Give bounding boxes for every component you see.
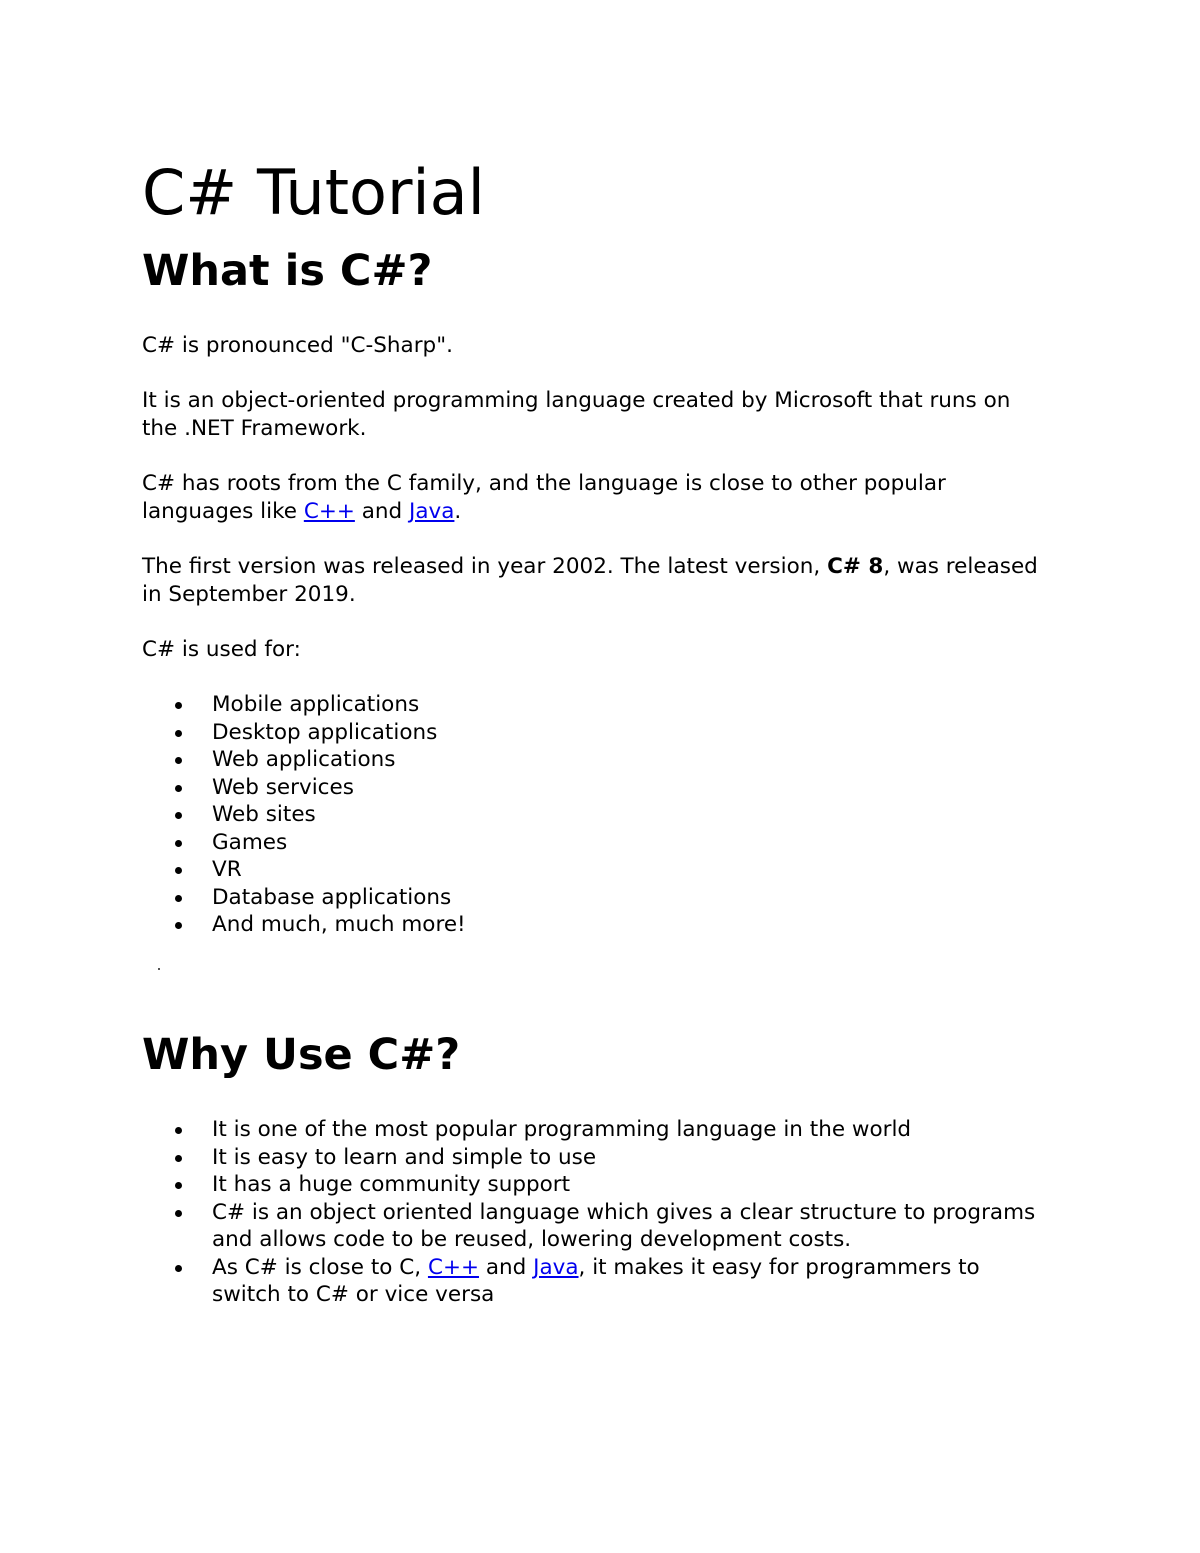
section-heading-what-is: What is C#?: [142, 246, 433, 296]
list-item-text: Desktop applications: [212, 719, 438, 745]
reason-text-before: As C# is close to C,: [212, 1254, 428, 1280]
java-link[interactable]: Java: [409, 498, 455, 524]
cpp-link[interactable]: C++: [427, 1254, 479, 1280]
list-item-text: Games: [212, 829, 288, 855]
bullet-icon: [175, 867, 182, 874]
list-item-text: VR: [212, 857, 242, 882]
list-item-text: And much, much more!: [212, 912, 466, 937]
versions-text-after: , was released in September 2019.: [142, 554, 1038, 607]
bullet-icon: [175, 730, 182, 737]
list-item-text: Web applications: [212, 747, 396, 772]
page-title: C# Tutorial: [142, 156, 485, 229]
bullet-icon: [175, 812, 182, 819]
list-item: [142, 1171, 1042, 1199]
roots-text-middle: and: [354, 498, 409, 524]
reason-text-middle: and: [478, 1254, 534, 1280]
reasons-list: [142, 1116, 1042, 1309]
list-item-text: Web services: [212, 774, 354, 800]
list-item: [142, 1144, 1042, 1172]
paragraph-pronunciation: C# is pronounced "C-Sharp".: [142, 333, 453, 358]
list-item-text: Web sites: [212, 802, 316, 827]
bullet-icon: [175, 922, 182, 929]
paragraph-definition: It is an object-oriented programming language created by Microsoft that runs on the .NET Framework.: [142, 388, 1011, 441]
list-item-text: It is one of the most popular programming language in the world: [212, 1117, 912, 1142]
list-item-text: Mobile applications: [212, 692, 420, 717]
list-item: [142, 856, 1042, 884]
list-item-text: Database applications: [212, 884, 452, 910]
list-item: [142, 801, 1042, 829]
list-item: [142, 911, 1042, 939]
section-heading-why-use: Why Use C#?: [142, 1030, 461, 1080]
list-item-text: C# is an object oriented language which gives a clear structure to programs and allows code to be reused, lowering development costs.: [212, 1199, 1036, 1252]
list-item: [142, 774, 1042, 802]
list-item: [142, 691, 1042, 719]
paragraph-roots: [142, 470, 1042, 525]
bullet-icon: [175, 1182, 182, 1189]
cpp-link[interactable]: C++: [303, 498, 355, 524]
bullet-icon: [175, 785, 182, 792]
stray-dot-mark: [158, 968, 160, 970]
bullet-icon: [175, 1265, 182, 1272]
list-item: [142, 1254, 1042, 1309]
list-item-text: It has a huge community support: [212, 1172, 571, 1197]
bullet-icon: [175, 757, 182, 764]
roots-text-after: .: [454, 498, 462, 524]
bullet-icon: [175, 895, 182, 902]
roots-text-before: C# has roots from the C family, and the language is close to other popular languages like: [142, 471, 946, 524]
paragraph-versions: [142, 553, 1042, 608]
versions-text-before: The first version was released in year 2002. The latest version,: [142, 554, 828, 579]
reason-text-after: , it makes it easy for programmers to switch to C# or vice versa: [212, 1254, 980, 1307]
bullet-icon: [175, 702, 182, 709]
java-link[interactable]: Java: [533, 1254, 579, 1280]
paragraph-used-for: C# is used for:: [142, 637, 301, 662]
list-item: [142, 1199, 1042, 1254]
bullet-icon: [175, 840, 182, 847]
list-item: [142, 884, 1042, 912]
bullet-icon: [175, 1127, 182, 1134]
latest-version-bold: C# 8: [827, 554, 884, 579]
bullet-icon: [175, 1155, 182, 1162]
list-item: [142, 1116, 1042, 1144]
bullet-icon: [175, 1210, 182, 1217]
list-item: [142, 829, 1042, 857]
list-item-text: It is easy to learn and simple to use: [212, 1144, 597, 1170]
list-item: [142, 746, 1042, 774]
list-item: [142, 719, 1042, 747]
uses-list: [142, 691, 1042, 939]
